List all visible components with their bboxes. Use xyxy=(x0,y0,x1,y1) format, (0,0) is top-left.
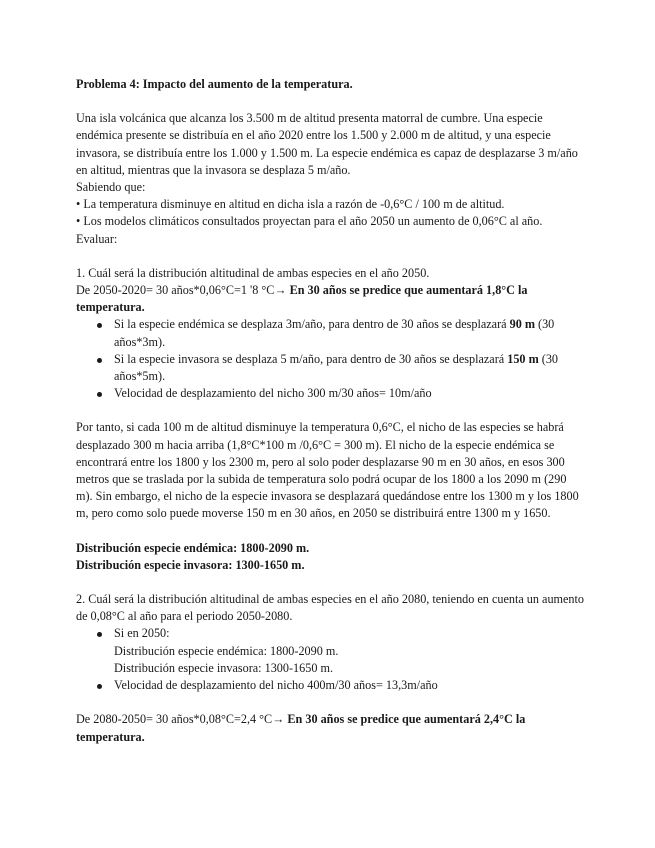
question-2-bullets xyxy=(76,625,586,694)
question-2-calculation xyxy=(76,711,586,745)
bullet-bold-value: 150 m xyxy=(507,351,539,366)
bullet-dot xyxy=(97,392,102,397)
bullet-text: Si en 2050: xyxy=(114,626,170,641)
bullet-subline-endemic: Distribución especie endémica: 1800-2090 m. xyxy=(114,643,339,658)
bullet-dot xyxy=(97,632,102,637)
list-item xyxy=(76,625,586,677)
bullet-bold-value: 90 m xyxy=(509,317,535,332)
spacer xyxy=(76,248,586,265)
fact-temperature-lapse: • La temperatura disminuye en altitud en dicha isla a razón de -0,6°C / 100 m de altitud. xyxy=(76,197,505,212)
fact-climate-projection: • Los modelos climáticos consultados proyectan para el año 2050 un aumento de 0,06°C al año. xyxy=(76,214,543,229)
question-1: 1. Cuál será la distribución altitudinal de ambas especies en el año 2050. xyxy=(76,265,430,280)
question-1-calculation xyxy=(76,282,586,316)
spacer xyxy=(76,523,586,540)
bullet-text: Si la especie endémica se desplaza 3m/año, para dentro de 30 años se desplazará xyxy=(114,317,510,332)
bullet-dot xyxy=(97,323,102,328)
question-1-bullets xyxy=(76,316,586,402)
evaluate-label: Evaluar: xyxy=(76,231,118,246)
calc-text: De 2080-2050= 30 años*0,08°C=2,4 °C→ xyxy=(76,712,288,727)
list-item xyxy=(76,385,586,402)
list-item xyxy=(76,351,586,385)
bullet-text: Velocidad de desplazamiento del nicho 300 m/30 años= 10m/año xyxy=(114,386,432,401)
spacer xyxy=(76,402,586,419)
intro-paragraph: Una isla volcánica que alcanza los 3.500 m de altitud presenta matorral de cumbre. Una especie endémica presente se distribuía en el año 2020 entre los 1.500 y 2.000 m de altitud, y una especie invasora, se distribuía entre los 1.000 y 1.500 m. La especie endémica es capaz de desplazarse 3 m/año en altitud, mientras que la invasora se desplaza 5 m/año. xyxy=(76,111,578,177)
bullet-text: Si la especie invasora se desplaza 5 m/año, para dentro de 30 años se desplazará xyxy=(114,351,508,366)
calc-text: De 2050-2020= 30 años*0,06°C=1 '8 °C→ xyxy=(76,283,290,298)
list-item xyxy=(76,677,586,694)
bullet-text: Velocidad de desplazamiento del nicho 400m/30 años= 13,3m/año xyxy=(114,678,438,693)
question-1-explanation: Por tanto, si cada 100 m de altitud disminuye la temperatura 0,6°C, el nicho de las especies se habrá desplazado 300 m hacia arriba (1,8°C*100 m /0,6°C = 300 m). El nicho de la especie endémica se encontrará entre los 1800 y los 2300 m, pero al solo poder desplazarse 90 m en 30 años, en esos 300 metros que se traslada por la subida de temperatura solo podrá ocupar de los 1800 a los 2090 m (290 m). Sin embargo, el nicho de la especie invasora se desplazará quedándose entre los 1300 m y los 1800 m, pero como solo puede moverse 150 m en 30 años, en 2050 se distribuirá entre 1300 m y 1650. xyxy=(76,420,579,521)
calc-conclusion: En 30 años se predice que aumentará 1,8°C la temperatura. xyxy=(76,283,528,315)
problem-title: Problema 4: Impacto del aumento de la temperatura. xyxy=(76,77,353,91)
knowing-label: Sabiendo que: xyxy=(76,180,146,195)
question-2: 2. Cuál será la distribución altitudinal de ambas especies en el año 2080, teniendo en cuenta un aumento de 0,08°C al año para el periodo 2050-2080. xyxy=(76,592,584,624)
bullet-dot xyxy=(97,358,102,363)
bullet-subline-invasive: Distribución especie invasora: 1300-1650 m. xyxy=(114,660,333,675)
spacer xyxy=(76,574,586,591)
bullet-after: (30 años*5m). xyxy=(114,351,559,384)
result-endemic: Distribución especie endémica: 1800-2090 m. xyxy=(76,540,310,555)
bullet-dot xyxy=(97,684,102,689)
result-invasive: Distribución especie invasora: 1300-1650 m. xyxy=(76,557,305,572)
spacer xyxy=(76,694,586,711)
calc-conclusion: En 30 años se predice que aumentará 2,4°C la temperatura. xyxy=(76,712,526,744)
list-item xyxy=(76,316,586,350)
document-body xyxy=(76,76,586,746)
bullet-after: (30 años*3m). xyxy=(114,317,555,349)
